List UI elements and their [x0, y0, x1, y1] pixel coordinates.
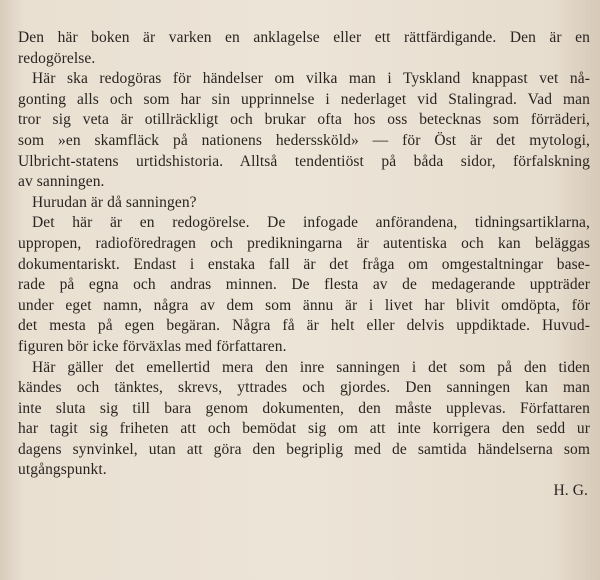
text-line: dokumentariskt. Endast i enstaka fall är det fråga om omgestaltningar base-: [18, 255, 590, 273]
text-line: figuren bör icke förväxlas med författaren.: [18, 337, 287, 355]
text-line: tror sig veta är otillräckligt och brukar ofta hos oss betecknas som förräderi,: [18, 111, 590, 129]
text-line: Den här boken är varken en anklagelse eller ett rättfärdigande. Den är en: [18, 29, 590, 46]
text-line: uppropen, radioföredragen och predikningarna är autentiska och kan beläggas: [18, 234, 590, 252]
text-line: gonting alls och som har sin upprinnelse i nederlaget vid Stalingrad. Vad man: [18, 90, 590, 108]
text-line: har tagit sig friheten att och bemödat sig om att inte korrigera den sedd ur: [18, 420, 590, 438]
text-line: under eget namn, några av dem som ännu är i livet har blivit omdöpta, för: [18, 296, 590, 314]
text-line: Här gäller det emellertid mera den inre sanningen i det som på den tiden: [32, 358, 590, 376]
text-line: dagens synvinkel, utan att göra den begriplig med de samtida händelserna som: [18, 440, 590, 458]
text-line: redogörelse.: [18, 49, 96, 67]
preface-text: [18, 28, 590, 502]
text-line: Ulbricht-statens urtidshistoria. Alltså tendentiöst på båda sidor, förfalskning: [18, 152, 590, 170]
text-line: utgångspunkt.: [18, 461, 107, 479]
text-line: inte sluta sig till bara genom dokumenten, den måste upplevas. Författaren: [18, 399, 590, 417]
text-line: som »en skamfläck på nationens hederssköld» — för Öst är det mytologi,: [18, 131, 590, 149]
text-line: det mesta på egen begäran. Några få är helt eller delvis uppdiktade. Huvud-: [18, 317, 590, 335]
text-line: Här ska redogöras för händelser om vilka man i Tyskland knappast vet nå-: [32, 70, 590, 88]
text-line: kändes och tänktes, skrevs, yttrades och gjordes. Den sanningen kan man: [18, 379, 590, 397]
text-line: av sanningen.: [18, 173, 105, 191]
author-signature: H. G.: [553, 482, 588, 500]
text-line: Det här är en redogörelse. De infogade anförandena, tidningsartiklarna,: [32, 214, 590, 232]
text-line: Hurudan är då sanningen?: [32, 193, 197, 211]
text-line: rade på egna och andras minnen. De flesta av de medagerande uppträder: [18, 276, 590, 294]
